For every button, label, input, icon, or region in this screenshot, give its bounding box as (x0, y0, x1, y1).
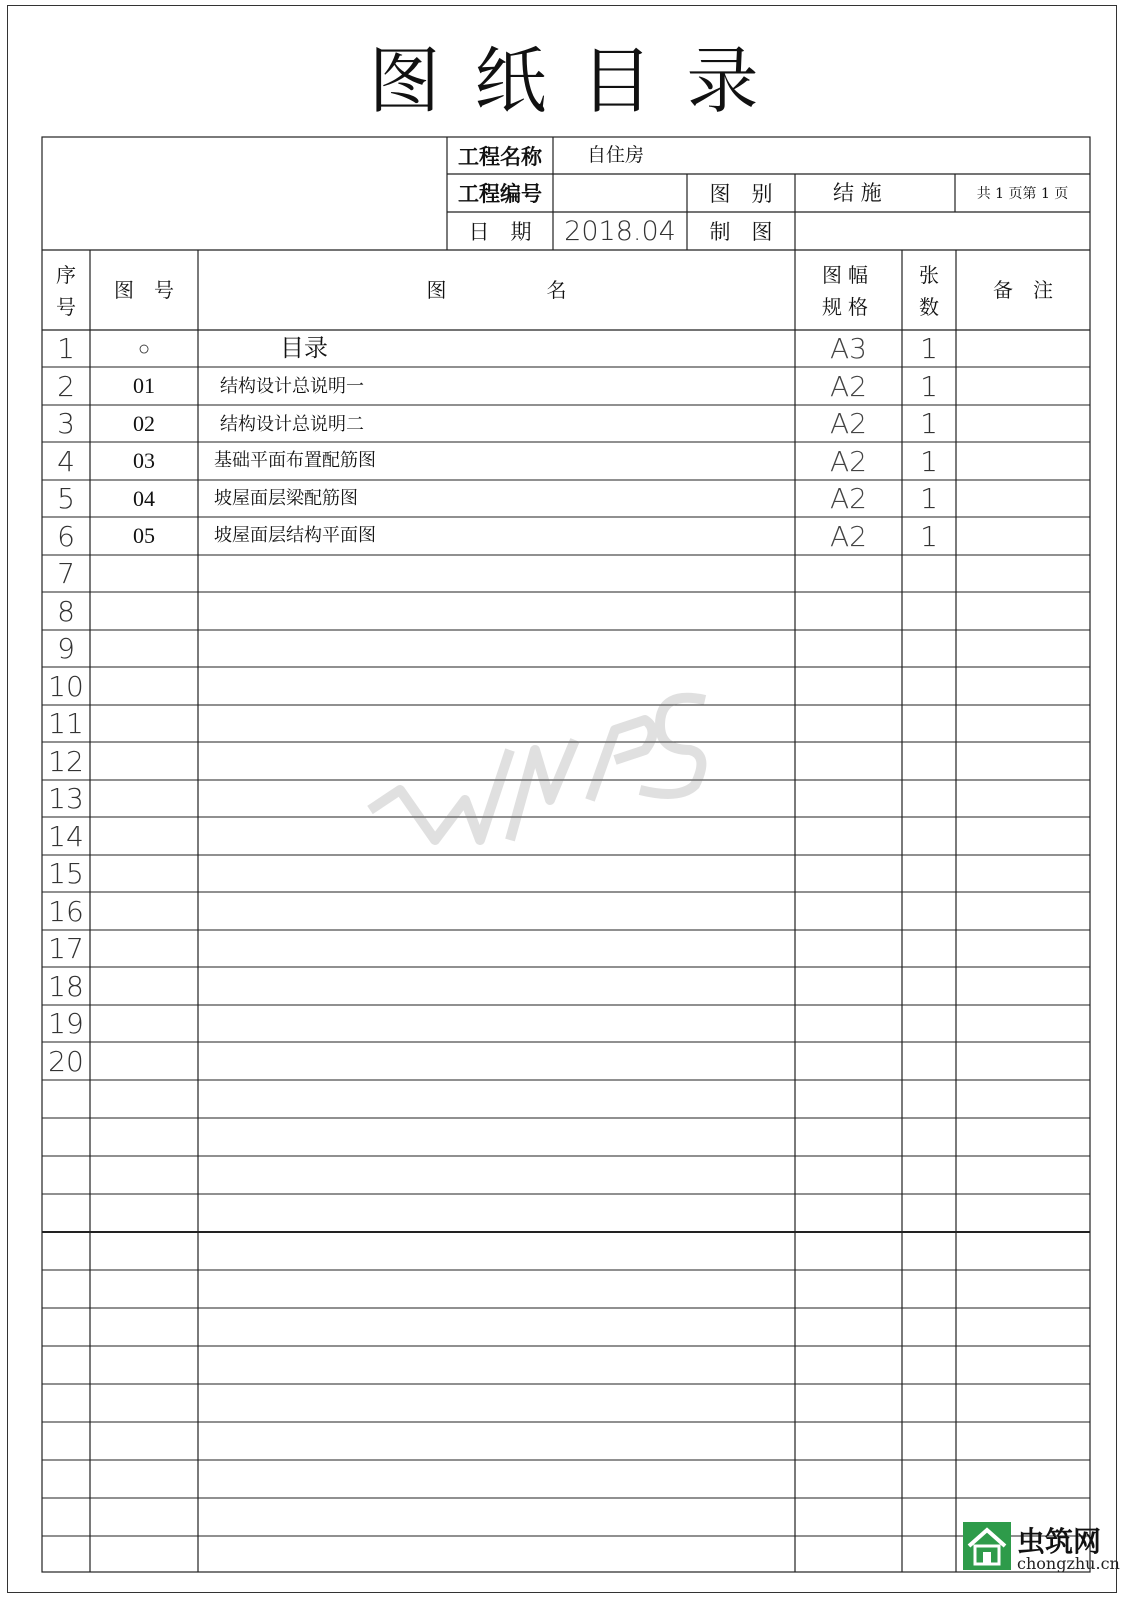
drafter-value (795, 212, 1090, 250)
row-seq: 5 (57, 482, 75, 515)
house-icon (963, 1522, 1011, 1570)
col-size-header: 图幅规格 (822, 263, 874, 319)
site-logo[interactable] (963, 1522, 1123, 1592)
date-value: 2018.04 (564, 215, 676, 247)
row-code: 01 (133, 373, 155, 398)
row-count: 1 (920, 444, 938, 478)
row-count: 1 (920, 369, 938, 403)
col-name-header: 图 名 (426, 278, 567, 302)
row-seq: 19 (48, 1007, 84, 1040)
row-drawing-name: 坡屋面层结构平面图 (214, 525, 376, 546)
row-drawing-name: 结构设计总说明二 (220, 414, 364, 435)
row-seq: 11 (48, 707, 84, 740)
drafter-label: 制 图 (709, 220, 773, 244)
row-seq: 18 (48, 969, 84, 1003)
project-name-label: 工程名称 (458, 144, 542, 169)
row-count: 1 (920, 519, 938, 553)
row-seq: 10 (48, 669, 84, 703)
row-seq: 9 (57, 632, 75, 665)
col-seq-header: 序号 (56, 263, 76, 319)
row-seq: 6 (57, 519, 75, 553)
row-seq: 2 (57, 369, 75, 403)
row-size: A2 (830, 407, 867, 440)
row-seq: 8 (57, 594, 75, 628)
col-code-header: 图 号 (114, 278, 174, 302)
row-size: A3 (830, 332, 867, 365)
row-seq: 20 (48, 1044, 84, 1078)
site-logo-url: chongzhu.cn (1017, 1554, 1120, 1573)
row-code: 03 (133, 448, 155, 473)
row-seq: 14 (48, 819, 84, 853)
category-label: 图 别 (709, 182, 773, 206)
row-size: A2 (830, 369, 867, 403)
site-logo-name: 虫筑网 (1017, 1525, 1102, 1558)
row-size: A2 (830, 482, 867, 515)
row-seq: 1 (57, 332, 75, 365)
col-remarks-header: 备 注 (993, 278, 1053, 302)
row-seq: 3 (57, 407, 75, 440)
wps-watermark (360, 690, 720, 860)
col-count-header: 张数 (919, 263, 939, 319)
row-drawing-name: 结构设计总说明一 (220, 376, 364, 397)
project-no-label: 工程编号 (458, 182, 542, 206)
row-seq: 17 (48, 932, 84, 965)
row-size: A2 (830, 519, 867, 553)
page-count: 共 1 页第 1 页 (976, 186, 1069, 202)
project-no-value (553, 174, 687, 212)
row-drawing-name: 坡屋面层梁配筋图 (214, 488, 358, 509)
page-title: 图纸目录 (368, 39, 793, 123)
row-code: 02 (133, 410, 155, 436)
row-seq: 12 (48, 744, 84, 778)
row-drawing-name: 基础平面布置配筋图 (214, 450, 376, 471)
row-seq: 16 (48, 894, 84, 928)
row-size: A2 (830, 444, 867, 478)
row-count: 1 (920, 407, 938, 440)
row-seq: 7 (57, 557, 75, 590)
row-code: 05 (133, 523, 155, 548)
row-code: ○ (137, 336, 151, 360)
row-count: 1 (920, 332, 938, 365)
row-code: 04 (133, 485, 155, 511)
row-count: 1 (920, 482, 938, 515)
category-value: 结 施 (833, 181, 882, 205)
project-name-value: 自住房 (587, 144, 645, 166)
row-seq: 13 (48, 782, 84, 815)
row-seq: 15 (48, 857, 84, 890)
row-drawing-name: 目录 (280, 334, 328, 362)
row-seq: 4 (57, 444, 75, 478)
date-label: 日 期 (468, 220, 532, 244)
